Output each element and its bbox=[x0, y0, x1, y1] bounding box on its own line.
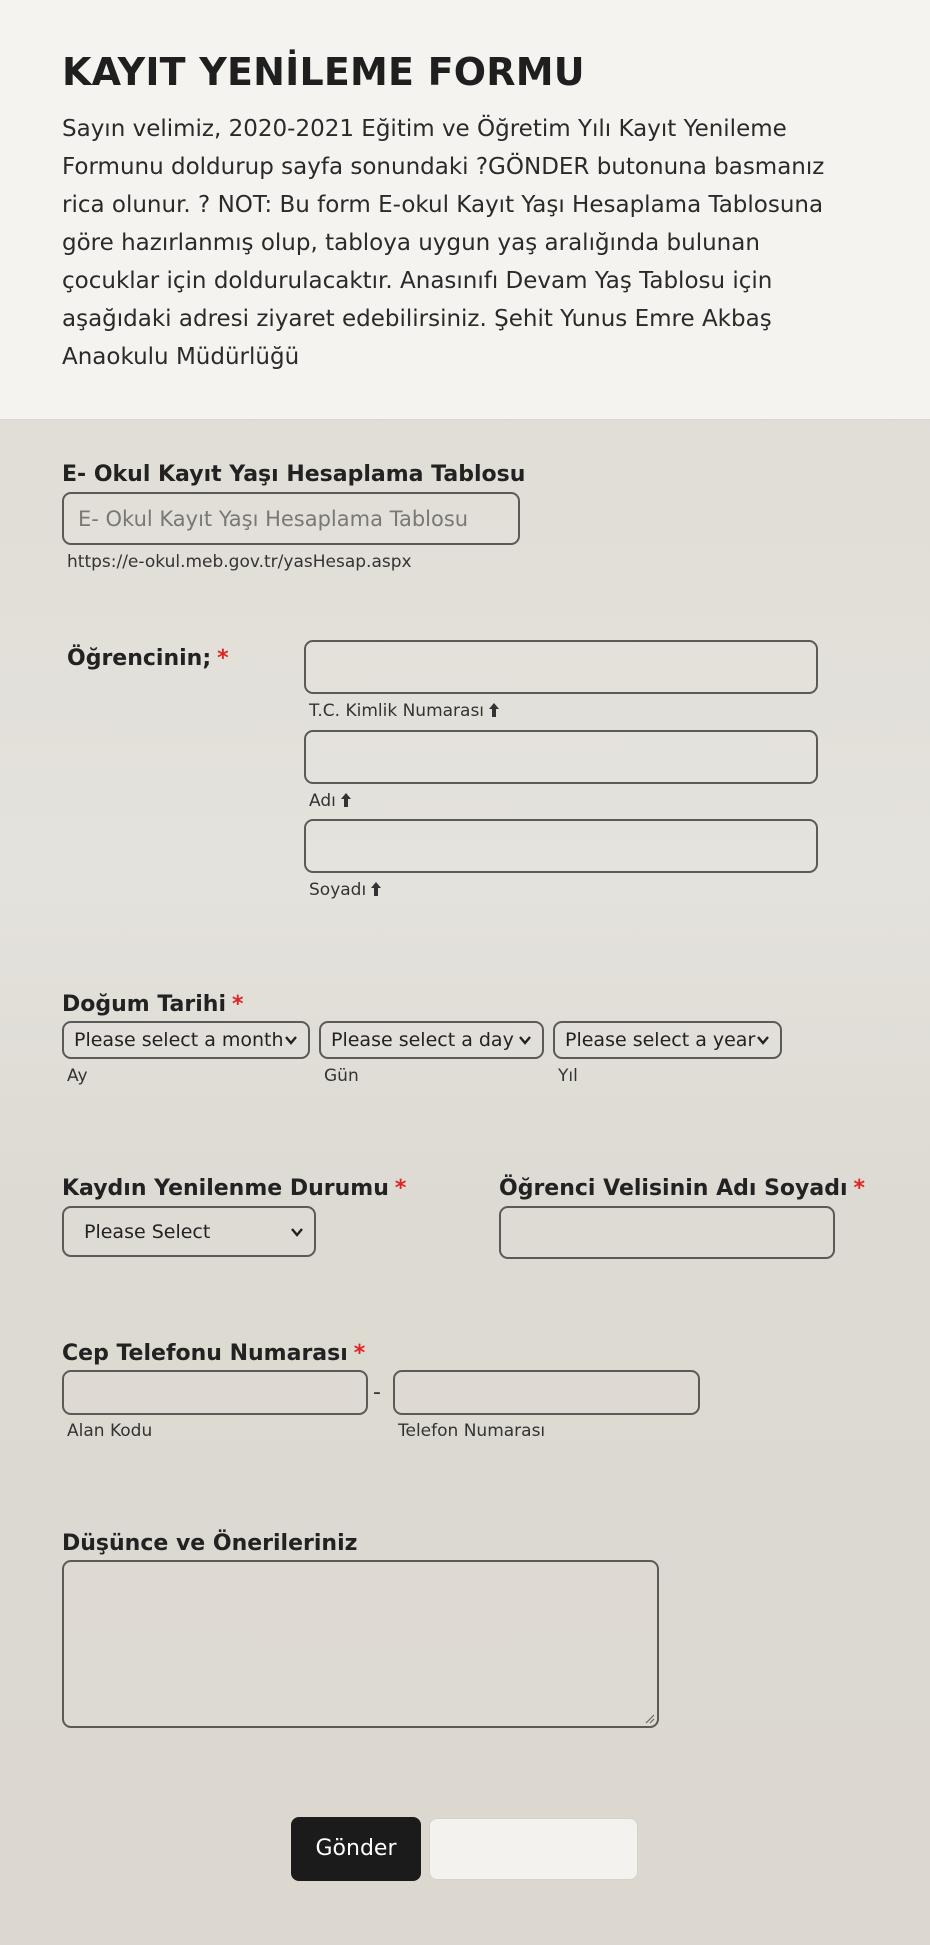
required-mark: * bbox=[231, 992, 244, 1017]
arrow-up-icon bbox=[370, 881, 382, 897]
form-description: Sayın velimiz, 2020-2021 Eğitim ve Öğretim Yılı Kayıt Yenileme Formunu doldurup sayfa sonundaki ?GÖNDER butonuna basmanız rica olunur. ? NOT: Bu form E-okul Kayıt Yaşı Hesaplama Tablosuna göre hazırlanmış olup, tabloya uygun yaş aralığında bulunan çocuklar için doldurulacaktır. Anasınıfı Devam Yaş Tablosu için aşağıdaki adresi ziyaret edebilirsiniz. Şehit Yunus Emre Akbaş Anaokulu Müdürlüğü bbox=[62, 116, 825, 370]
required-mark: * bbox=[217, 646, 229, 671]
student-label: Öğrencinin; * bbox=[67, 646, 229, 671]
eokul-placeholder: E- Okul Kayıt Yaşı Hesaplama Tablosu bbox=[78, 506, 469, 531]
birth-year-select[interactable]: Please select a year bbox=[553, 1021, 782, 1059]
renewal-select[interactable]: Please Select bbox=[62, 1206, 316, 1257]
eokul-label: E- Okul Kayıt Yaşı Hesaplama Tablosu bbox=[62, 462, 526, 487]
phone-number-input[interactable] bbox=[393, 1370, 700, 1415]
submit-button[interactable]: Gönder bbox=[291, 1817, 421, 1881]
phone-separator: - bbox=[373, 1380, 381, 1405]
secondary-button[interactable] bbox=[429, 1818, 638, 1880]
eokul-url: https://e-okul.meb.gov.tr/yasHesap.aspx bbox=[67, 552, 412, 572]
chevron-down-icon bbox=[284, 1033, 298, 1047]
area-code-input[interactable] bbox=[62, 1370, 368, 1415]
student-name-sublabel: Adı bbox=[309, 791, 352, 811]
required-mark: * bbox=[394, 1176, 407, 1201]
student-surname-sublabel: Soyadı bbox=[309, 880, 382, 900]
tc-kimlik-input[interactable] bbox=[304, 640, 818, 694]
required-mark: * bbox=[353, 1341, 366, 1366]
comments-textarea[interactable] bbox=[62, 1560, 659, 1728]
parent-name-input[interactable] bbox=[499, 1206, 835, 1259]
arrow-up-icon bbox=[340, 792, 352, 808]
phone-label: Cep Telefonu Numarası * bbox=[62, 1341, 366, 1366]
birth-month-select[interactable]: Please select a month bbox=[62, 1021, 310, 1059]
form-title: KAYIT YENİLEME FORMU bbox=[62, 50, 585, 94]
phone-number-sublabel: Telefon Numarası bbox=[398, 1421, 546, 1441]
eokul-input[interactable] bbox=[62, 492, 520, 545]
comments-label: Düşünce ve Önerileriniz bbox=[62, 1531, 358, 1556]
parent-name-label: Öğrenci Velisinin Adı Soyadı * bbox=[499, 1176, 866, 1201]
birth-year-sublabel: Yıl bbox=[558, 1066, 578, 1086]
chevron-down-icon bbox=[518, 1033, 532, 1047]
required-mark: * bbox=[853, 1176, 866, 1201]
birth-day-select[interactable]: Please select a day bbox=[319, 1021, 544, 1059]
birth-date-label: Doğum Tarihi * bbox=[62, 992, 244, 1017]
resize-grip-icon[interactable] bbox=[643, 1712, 655, 1724]
student-name-input[interactable] bbox=[304, 730, 818, 784]
form-header bbox=[0, 0, 930, 420]
birth-month-sublabel: Ay bbox=[67, 1066, 88, 1086]
chevron-down-icon bbox=[756, 1033, 770, 1047]
renewal-label: Kaydın Yenilenme Durumu * bbox=[62, 1176, 407, 1201]
arrow-up-icon bbox=[488, 702, 500, 718]
chevron-down-icon bbox=[290, 1225, 304, 1239]
tc-kimlik-sublabel: T.C. Kimlik Numarası bbox=[309, 701, 500, 721]
student-surname-input[interactable] bbox=[304, 819, 818, 873]
birth-day-sublabel: Gün bbox=[324, 1066, 359, 1086]
area-code-sublabel: Alan Kodu bbox=[67, 1421, 153, 1441]
